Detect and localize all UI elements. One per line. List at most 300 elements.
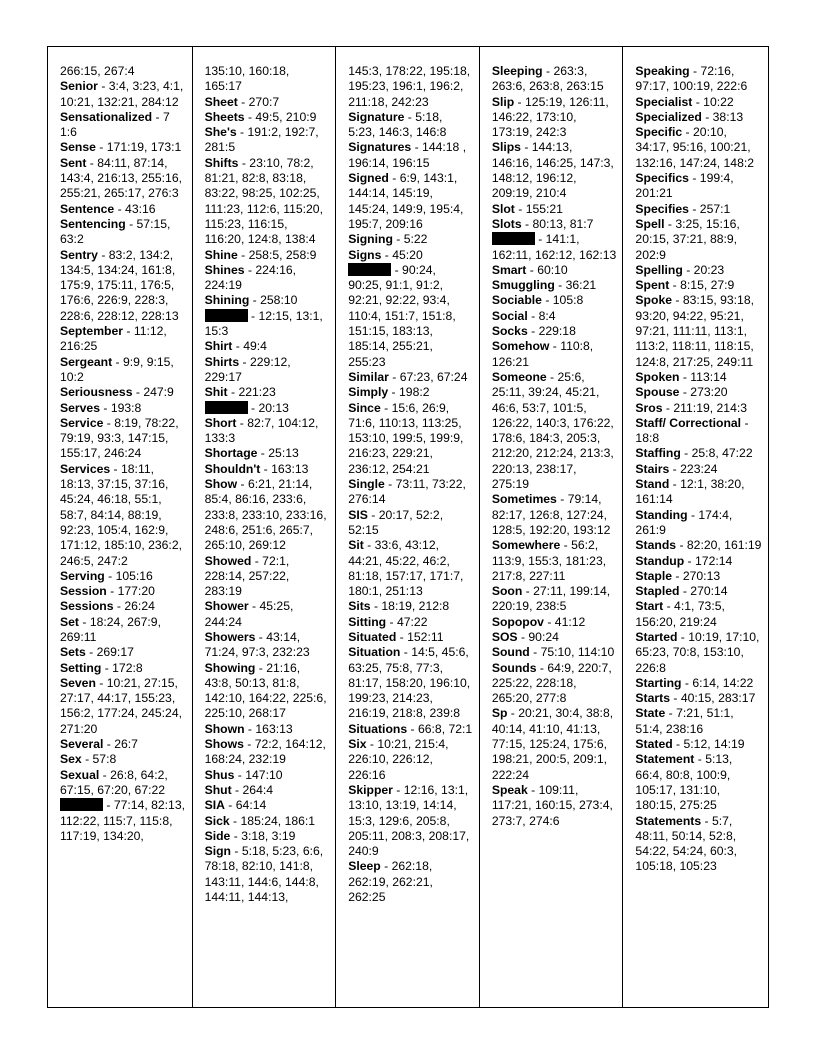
index-entry: Several - 26:7 [60, 737, 138, 752]
index-entry: Spell - 3:25, 15:16, 20:15, 37:21, 88:9, 202:9 [635, 216, 740, 262]
index-entry: Starting - 6:14, 14:22 [635, 675, 754, 690]
index-term: Specialized [635, 109, 702, 124]
index-entry: Shut - 264:4 [204, 782, 274, 797]
index-page-refs: 72:2, 164:12, 168:24, 232:19 [204, 737, 326, 767]
index-entry: Senior - 3:4, 3:23, 4:1, 10:21, 132:21, 284:12 [60, 79, 184, 109]
index-entry: Seven - 10:21, 27:15, 27:17, 44:17, 155:23, 156:2, 177:24, 245:24, 271:20 [60, 675, 182, 736]
index-term: Since [348, 400, 381, 415]
index-entry: - 90:24, 90:25, 91:1, 91:2, 92:21, 92:22, 93:4, 110:4, 151:7, 151:8, 151:15, 183:13, 185:14, 255:21, 255:23 [348, 262, 456, 369]
index-page-refs: 5:22 [403, 232, 428, 247]
index-term: Sleeping [491, 64, 543, 78]
index-term: Shine [204, 247, 238, 262]
index-term: Shus [204, 767, 235, 782]
index-entry: Services - 18:11, 18:13, 37:15, 37:16, 45:24, 46:18, 55:1, 58:7, 84:14, 88:19, 92:23, 105:4, 162:9, 171:12, 185:10, 236:2, 246:5, 247:2 [60, 461, 182, 568]
index-term: Sit [348, 538, 364, 553]
index-entry: Spelling - 20:23 [635, 262, 725, 277]
index-entry: Set - 18:24, 267:9, 269:11 [60, 614, 161, 644]
index-entry: Sessions - 26:24 [60, 599, 155, 614]
index-term: Situated [348, 629, 397, 644]
index-term: Statements [635, 813, 702, 828]
index-term: Sent [60, 155, 87, 170]
index-page-refs: 105:8 [552, 293, 584, 308]
index-term: Shouldn't [204, 461, 261, 476]
index-entry: Socks - 229:18 [491, 324, 576, 339]
index-page-refs: 75:10, 114:10 [540, 645, 615, 660]
index-page-refs: 36:21 [565, 278, 597, 293]
index-entry: Slip - 125:19, 126:11, 146:22, 173:10, 173:19, 242:3 [491, 94, 609, 140]
index-page-refs: 26:8, 64:2, 67:15, 67:20, 67:22 [60, 767, 168, 797]
index-term: Setting [60, 660, 102, 675]
index-page-refs: 83:2, 134:2, 134:5, 134:24, 161:8, 175:9, 175:11, 176:5, 176:6, 226:9, 228:3, 228:6, 228:12, 228:13 [60, 247, 179, 323]
index-page-refs: 105:16 [115, 568, 153, 583]
index-page-refs: 90:24 [528, 629, 559, 644]
index-page-refs: 270:13 [682, 568, 721, 583]
index-table [47, 46, 769, 1008]
index-page-refs: 135:10, 160:18, 165:17 [204, 64, 290, 94]
index-page-refs: 12:16, 13:1, 13:10, 13:19, 14:14, 15:3, 129:6, 205:8, 205:11, 208:3, 208:17, 240:9 [348, 782, 470, 859]
index-page-refs: 77:14, 82:13, 112:22, 115:7, 115:8, 117:19, 134:20, [60, 798, 185, 843]
index-page-refs: 177:20 [117, 584, 155, 599]
index-entry: Shines - 224:16, 224:19 [204, 262, 297, 293]
index-term: Skipper [348, 782, 393, 797]
index-term: Spent [635, 278, 670, 293]
index-entry: Sounds - 64:9, 220:7, 225:22, 228:18, 265:20, 277:8 [491, 660, 612, 706]
index-entry: Spouse - 273:20 [635, 385, 728, 400]
index-page-refs: 49:4 [243, 339, 267, 354]
index-entry: Shirt - 49:4 [204, 339, 267, 354]
index-page-refs: 47:22 [396, 614, 428, 629]
index-term: Signs [348, 247, 382, 262]
index-term: Shining [204, 293, 250, 308]
index-page-refs: 20:21, 30:4, 38:8, 40:14, 41:10, 41:13, 77:15, 125:24, 175:6, 198:21, 200:5, 209:1, 222:24 [491, 706, 614, 782]
index-entry: Slips - 144:13, 146:16, 146:25, 147:3, 148:12, 196:12, 209:19, 210:4 [491, 140, 614, 201]
index-term: Start [635, 599, 664, 614]
index-term: Started [635, 629, 678, 644]
index-page-refs: 49:5, 210:9 [255, 109, 317, 124]
index-term: Staffing [635, 446, 681, 461]
index-entry: Showed - 72:1, 228:14, 257:22, 283:19 [204, 553, 290, 599]
index-page-refs: 258:10 [260, 293, 298, 308]
index-entry: Similar - 67:23, 67:24 [348, 369, 468, 384]
index-column-2 [193, 47, 337, 1007]
index-term: Similar [348, 369, 389, 384]
index-page-refs: 79:14, 82:17, 126:8, 127:24, 128:5, 192:20, 193:12 [491, 492, 611, 537]
index-term: Sentry [60, 247, 98, 262]
index-page-refs: 56:2, 113:9, 155:3, 181:23, 217:8, 227:11 [491, 538, 607, 583]
index-entry: Situation - 14:5, 45:6, 63:25, 75:8, 77:3, 81:17, 158:20, 196:10, 199:23, 214:23, 216:19, 218:8, 239:8 [348, 645, 471, 721]
index-entry: Statements - 5:7, 48:11, 50:14, 52:8, 54:22, 54:24, 60:3, 105:18, 105:23 [635, 813, 738, 874]
index-page-refs: 5:12, 14:19 [683, 737, 745, 752]
index-page-refs: 266:15, 267:4 [60, 64, 135, 78]
index-term: Sound [491, 645, 530, 660]
index-term: September [60, 324, 123, 339]
index-page-refs: 10:19, 17:10, 65:23, 70:8, 153:10, 226:8 [635, 629, 760, 675]
index-term: Starting [635, 675, 682, 690]
index-entry: - 77:14, 82:13, 112:22, 115:7, 115:8, 117:19, 134:20, [60, 798, 185, 843]
index-entry: Setting - 172:8 [60, 660, 143, 675]
index-term: Sros [635, 400, 663, 415]
index-entry: Shown - 163:13 [204, 721, 293, 736]
index-page-refs: 18:24, 267:9, 269:11 [60, 614, 161, 644]
index-entry: SIS - 20:17, 52:2, 52:15 [348, 507, 444, 537]
index-term: Standing [635, 507, 688, 522]
index-page-refs: 193:8 [110, 400, 142, 415]
index-page-refs: 45:20 [392, 247, 423, 262]
index-entry: Serves - 193:8 [60, 400, 142, 415]
index-term: Signature [348, 109, 405, 124]
index-page-refs: 155:21 [525, 201, 563, 216]
index-page-refs: 6:9, 143:1, 144:14, 145:19, 145:24, 149:9, 195:4, 195:7, 209:16 [348, 171, 464, 231]
index-page-refs: 33:6, 43:12, 44:21, 45:22, 46:2, 81:18, 157:17, 171:7, 180:1, 251:13 [348, 538, 464, 599]
index-term: SIS [348, 507, 368, 522]
index-entry: Sound - 75:10, 114:10 [491, 645, 615, 660]
index-term: Several [60, 737, 104, 752]
index-page-refs: 174:4, 261:9 [635, 507, 733, 537]
index-page-refs: 43:16 [125, 201, 156, 216]
index-entry: Stapled - 270:14 [635, 584, 728, 599]
index-page-refs: 14:5, 45:6, 63:25, 75:8, 77:3, 81:17, 158:20, 196:10, 199:23, 214:23, 216:19, 218:8, 239:8 [348, 645, 471, 721]
index-entry: Sentry - 83:2, 134:2, 134:5, 134:24, 161:8, 175:9, 175:11, 176:5, 176:6, 226:9, 228:3, 228:6, 228:12, 228:13 [60, 247, 179, 323]
index-term: Showers [204, 629, 256, 644]
index-entry: Signature - 5:18, 5:23, 146:3, 146:8 [348, 109, 447, 140]
index-entry: Specifies - 257:1 [635, 201, 731, 216]
index-term: Showing [204, 660, 256, 675]
index-entry: Shower - 45:25, 244:24 [204, 599, 294, 629]
index-entry: Specialized - 38:13 [635, 109, 744, 124]
index-page-refs: 141:1, 162:11, 162:12, 162:13 [491, 232, 617, 262]
index-page-refs: 20:10, 34:17, 95:16, 100:21, 132:16, 147:24, 148:2 [635, 125, 755, 170]
index-entry: Situated - 152:11 [348, 629, 444, 644]
index-page-refs: 83:15, 93:18, 93:20, 94:22, 95:21, 97:21, 111:11, 113:1, 113:2, 118:11, 118:15, 124:8, 217:25, 249:11 [635, 293, 754, 369]
index-term: Shut [204, 782, 232, 797]
index-entry: Somehow - 110:8, 126:21 [491, 339, 594, 369]
index-page-refs: 264:4 [242, 782, 274, 797]
index-term: Speaking [635, 64, 690, 78]
index-term: Slip [491, 94, 515, 109]
index-page-refs: 12:1, 38:20, 161:14 [635, 477, 745, 507]
redaction-block [205, 309, 248, 322]
index-entry: Sit - 33:6, 43:12, 44:21, 45:22, 46:2, 81:18, 157:17, 171:7, 180:1, 251:13 [348, 538, 464, 599]
index-term: Sometimes [491, 492, 557, 507]
index-entry: Shortage - 25:13 [204, 446, 299, 461]
index-page-refs: 7:21, 51:1, 51:4, 238:16 [635, 706, 734, 736]
index-term: Sitting [348, 614, 387, 629]
index-term: Short [204, 415, 237, 430]
index-entry: Somewhere - 56:2, 113:9, 155:3, 181:23, 217:8, 227:11 [491, 538, 607, 583]
index-term: Shows [204, 737, 244, 752]
index-page-refs: 144:13, 146:16, 146:25, 147:3, 148:12, 196:12, 209:19, 210:4 [491, 140, 614, 201]
index-page-refs: 172:14 [695, 553, 733, 568]
index-entry: Signatures - 144:18 , 196:14, 196:15 [348, 140, 467, 170]
index-page-refs: 4:1, 73:5, 156:20, 219:24 [635, 599, 725, 629]
index-entry: Single - 73:11, 73:22, 276:14 [348, 477, 466, 507]
index-term: Show [204, 477, 238, 492]
index-entry: September - 11:12, 216:25 [60, 324, 167, 354]
index-entry: Smuggling - 36:21 [491, 278, 597, 293]
index-term: Spelling [635, 262, 683, 277]
index-page-refs: 110:8, 126:21 [491, 339, 594, 369]
index-page-refs: 90:24, 90:25, 91:1, 91:2, 92:21, 92:22, 93:4, 110:4, 151:7, 151:8, 151:15, 183:13, 185:14, 255:21, 255:23 [348, 262, 456, 369]
index-entry: Soon - 27:11, 199:14, 220:19, 238:5 [491, 584, 611, 614]
index-term: Serves [60, 400, 100, 415]
index-entry: Specialist - 10:22 [635, 94, 734, 109]
index-page-refs: 229:18 [538, 324, 576, 339]
index-entry: - 20:13 [205, 401, 330, 416]
index-entry [205, 64, 330, 95]
index-page-refs: 82:7, 104:12, 133:3 [204, 415, 319, 446]
index-page-refs: 60:10 [537, 262, 568, 277]
index-page-refs: 57:15, 63:2 [60, 216, 171, 247]
index-page-refs: 45:25, 244:24 [204, 599, 294, 629]
redaction-block [205, 401, 248, 414]
index-column-1 [48, 47, 193, 1007]
index-page-refs: 11:12, 216:25 [60, 324, 167, 354]
index-entry: Six - 10:21, 215:4, 226:10, 226:12, 226:16 [348, 737, 449, 782]
index-entry: Signed - 6:9, 143:1, 144:14, 145:19, 145:24, 149:9, 195:4, 195:7, 209:16 [348, 171, 464, 231]
index-term: Sets [60, 645, 86, 660]
index-entry: Sp - 20:21, 30:4, 38:8, 40:14, 41:10, 41:13, 77:15, 125:24, 175:6, 198:21, 200:5, 209:1, 222:24 [491, 706, 614, 782]
index-entry: Session - 177:20 [60, 584, 155, 599]
index-page-refs: 273:20 [690, 385, 728, 400]
index-entry: Stand - 12:1, 38:20, 161:14 [635, 477, 745, 507]
index-term: Speak [491, 782, 528, 797]
index-entry: Sign - 5:18, 5:23, 6:6, 78:18, 82:10, 141:8, 143:11, 144:6, 144:8, 144:11, 144:13, [204, 844, 324, 905]
index-page-refs: 40:15, 283:17 [680, 691, 756, 706]
index-entry: Showers - 43:14, 71:24, 97:3, 232:23 [204, 629, 310, 660]
index-entry: Spoke - 83:15, 93:18, 93:20, 94:22, 95:21, 97:21, 111:11, 113:1, 113:2, 118:11, 118:15, 124:8, 217:25, 249:11 [635, 293, 754, 369]
index-entry: Show - 6:21, 21:14, 85:4, 86:16, 233:6, 233:8, 233:10, 233:16, 248:6, 251:6, 265:7, 265:10, 269:12 [204, 477, 327, 553]
index-term: Sounds [491, 660, 537, 675]
index-term: Stated [635, 737, 673, 752]
index-term: Six [348, 737, 367, 752]
index-term: Somehow [491, 339, 550, 354]
index-term: Stairs [635, 461, 670, 476]
index-page-refs: 5:18, 5:23, 6:6, 78:18, 82:10, 141:8, 143:11, 144:6, 144:8, 144:11, 144:13, [204, 844, 324, 905]
index-page-refs: 21:16, 43:8, 50:13, 81:8, 142:10, 164:22, 225:6, 225:10, 268:17 [204, 660, 327, 721]
index-page-refs: 229:12, 229:17 [204, 354, 291, 384]
index-page-refs: 5:13, 66:4, 80:8, 100:9, 105:17, 131:10, 180:15, 275:25 [635, 752, 733, 813]
index-page-refs: 258:5, 258:9 [248, 247, 317, 262]
index-page-refs: 82:20, 161:19 [686, 538, 762, 553]
index-entry: Sentencing - 57:15, 63:2 [60, 216, 171, 247]
index-entry: Serving - 105:16 [60, 568, 153, 583]
index-entry: She's - 191:2, 192:7, 281:5 [204, 125, 319, 155]
index-page-refs: 3:18, 3:19 [241, 828, 296, 843]
index-term: Shower [204, 599, 249, 614]
index-page-refs: 125:19, 126:11, 146:22, 173:10, 173:19, 242:3 [491, 94, 609, 140]
index-page-refs: 6:21, 21:14, 85:4, 86:16, 233:6, 233:8, 233:10, 233:16, 248:6, 251:6, 265:7, 265:10, 269:12 [204, 477, 327, 553]
index-entry: Showing - 21:16, 43:8, 50:13, 81:8, 142:10, 164:22, 225:6, 225:10, 268:17 [204, 660, 327, 721]
index-page-refs: 23:10, 78:2, 81:21, 82:8, 83:18, 83:22, 98:25, 102:25, 111:23, 112:6, 115:20, 115:23, 116:15, 116:20, 124:8, 138:4 [204, 155, 323, 247]
index-entry: Sits - 18:19, 212:8 [348, 599, 450, 614]
index-entry: Sexual - 26:8, 64:2, 67:15, 67:20, 67:22 [60, 767, 168, 797]
index-term: Sign [204, 844, 231, 859]
index-entry: Started - 10:19, 17:10, 65:23, 70:8, 153:10, 226:8 [635, 629, 760, 675]
index-page-refs: 270:7 [248, 94, 280, 109]
index-term: Sexual [60, 767, 100, 782]
index-term: Shirts [204, 354, 240, 369]
index-page-refs: 185:24, 186:1 [240, 813, 316, 828]
index-term: Social [491, 308, 528, 323]
index-entry: Signing - 5:22 [348, 232, 428, 247]
index-entry: Stairs - 223:24 [635, 461, 718, 476]
index-term: Shown [204, 721, 245, 736]
index-term: SOS [491, 629, 518, 644]
index-entry: Staff/ Correctional - 18:8 [635, 415, 749, 446]
index-entry: Shirts - 229:12, 229:17 [204, 354, 291, 384]
index-entry: Specifics - 199:4, 201:21 [635, 171, 734, 201]
index-entry: - 141:1, 162:11, 162:12, 162:13 [491, 232, 617, 262]
index-entry: Shine - 258:5, 258:9 [204, 247, 317, 262]
index-page-refs: 64:9, 220:7, 225:22, 228:18, 265:20, 277:8 [491, 660, 612, 706]
index-page-refs: 25:13 [268, 446, 299, 461]
index-term: Spoke [635, 293, 672, 308]
index-entry: Spoken - 113:14 [635, 369, 727, 384]
index-entry: Stands - 82:20, 161:19 [635, 538, 762, 553]
index-term: Specifies [635, 201, 689, 216]
index-term: She's [204, 125, 237, 140]
index-term: Simply [348, 385, 389, 400]
index-entry: Sleep - 262:18, 262:19, 262:21, 262:25 [348, 859, 433, 905]
index-entry [60, 64, 186, 79]
index-page-refs: 257:1 [699, 201, 731, 216]
index-entry: Standing - 174:4, 261:9 [635, 507, 733, 537]
index-page-refs: 25:6, 25:11, 39:24, 45:21, 46:6, 53:7, 101:5, 126:22, 140:3, 176:22, 178:6, 184:3, 205:3, 212:20, 212:24, 213:3, 220:13, 238:17, 275:19 [491, 369, 614, 492]
index-page-refs: 191:2, 192:7, 281:5 [204, 125, 319, 155]
index-page-refs: 18:8 [635, 431, 660, 446]
index-term: Specific [635, 125, 683, 140]
index-page-refs: 26:7 [114, 737, 138, 752]
index-term: Slots [491, 216, 522, 231]
index-entry: Someone - 25:6, 25:11, 39:24, 45:21, 46:6, 53:7, 101:5, 126:22, 140:3, 176:22, 178:6, 184:3, 205:3, 212:20, 212:24, 213:3, 220:13, 238:17, 275:19 [491, 369, 614, 492]
index-entry: - 12:15, 13:1, 15:3 [204, 308, 323, 339]
index-entry: Staffing - 25:8, 47:22 [635, 446, 753, 461]
index-page-refs: 26:24 [124, 599, 155, 614]
index-page-refs: 270:14 [690, 584, 728, 599]
index-entry: Side - 3:18, 3:19 [204, 828, 296, 843]
index-term: Stand [635, 477, 670, 492]
index-entry: Sergeant - 9:9, 9:15, 10:2 [60, 354, 174, 384]
index-entry: Starts - 40:15, 283:17 [635, 691, 756, 706]
index-term: Sentencing [60, 216, 126, 231]
index-term: Stands [635, 538, 677, 553]
index-term: Socks [491, 324, 528, 339]
index-term: Shortage [204, 446, 258, 461]
index-page-refs: 6:14, 14:22 [692, 675, 754, 690]
index-term: Shirt [204, 339, 233, 354]
index-term: Services [60, 461, 111, 476]
index-page-refs: 113:14 [690, 369, 727, 384]
index-entry: Specific - 20:10, 34:17, 95:16, 100:21, 132:16, 147:24, 148:2 [635, 125, 755, 170]
index-term: Session [60, 584, 107, 599]
index-entry: Shus - 147:10 [204, 767, 283, 782]
index-entry [348, 64, 473, 110]
index-term: Stapled [635, 584, 680, 599]
index-page-refs: 84:11, 87:14, 143:4, 216:13, 255:16, 255:21, 265:17, 276:3 [60, 155, 182, 201]
index-entry: Sheet - 270:7 [204, 94, 280, 109]
index-entry: Skipper - 12:16, 13:1, 13:10, 13:19, 14:14, 15:3, 129:6, 205:8, 205:11, 208:3, 208:17, 240:9 [348, 782, 470, 859]
index-page-refs: 25:8, 47:22 [691, 446, 753, 461]
index-entry: Shining - 258:10 [204, 293, 298, 308]
index-page-refs: 20:23 [693, 262, 725, 277]
index-entry: Speak - 109:11, 117:21, 160:15, 273:4, 273:7, 274:6 [491, 782, 613, 828]
index-term: Smuggling [491, 278, 555, 293]
index-term: Statement [635, 752, 695, 767]
index-page-refs: 5:7, 48:11, 50:14, 52:8, 54:22, 54:24, 60:3, 105:18, 105:23 [635, 813, 738, 874]
index-entry: Sleeping - 263:3, 263:6, 263:8, 263:15 [491, 64, 604, 94]
index-term: Staff/ Correctional [635, 415, 742, 430]
index-entry: Smart - 60:10 [491, 262, 568, 277]
index-term: Situations [348, 721, 408, 736]
index-entry: Slot - 155:21 [491, 201, 563, 216]
index-term: Someone [491, 369, 547, 384]
index-page-refs: 10:21, 215:4, 226:10, 226:12, 226:16 [348, 737, 449, 782]
index-entry: Sick - 185:24, 186:1 [204, 813, 316, 828]
index-entry: Shows - 72:2, 164:12, 168:24, 232:19 [204, 737, 326, 767]
index-entry: Situations - 66:8, 72:1 [348, 721, 473, 736]
index-page-refs: 3:25, 15:16, 20:15, 37:21, 88:9, 202:9 [635, 216, 740, 262]
index-column-5 [623, 47, 768, 1007]
index-term: Single [348, 477, 385, 492]
index-column-4 [480, 47, 624, 1007]
index-term: Sp [491, 706, 508, 721]
index-term: Seriousness [60, 385, 133, 400]
index-term: Soon [491, 584, 523, 599]
index-page-refs: 171:19, 173:1 [106, 140, 182, 155]
index-term: Side [204, 828, 231, 843]
index-term: Staple [635, 568, 672, 583]
index-page-refs: 172:8 [112, 660, 143, 675]
index-entry: Sense - 171:19, 173:1 [60, 140, 182, 155]
index-entry: Sheets - 49:5, 210:9 [204, 109, 317, 124]
index-page-refs: 57:8 [92, 752, 117, 767]
index-page-refs: 10:21, 27:15, 27:17, 44:17, 155:23, 156:2, 177:24, 245:24, 271:20 [60, 675, 182, 736]
index-entry: State - 7:21, 51:1, 51:4, 238:16 [635, 706, 734, 736]
index-term: Sleep [348, 859, 381, 874]
index-page-refs: 66:8, 72:1 [417, 721, 473, 736]
index-term: Sessions [60, 599, 114, 614]
index-term: Slips [491, 140, 521, 155]
index-term: Shifts [204, 155, 239, 170]
index-entry: Standup - 172:14 [635, 553, 733, 568]
index-page-refs: 43:14, 71:24, 97:3, 232:23 [204, 629, 310, 660]
index-page-refs: 15:6, 26:9, 71:6, 110:13, 113:25, 153:10, 199:5, 199:9, 216:23, 229:21, 236:12, 254:21 [348, 400, 464, 476]
index-page-refs: 8:15, 27:9 [680, 278, 735, 293]
index-column-3 [336, 47, 480, 1007]
index-term: Signatures [348, 140, 412, 155]
redaction-block [60, 798, 103, 811]
index-entry: Seriousness - 247:9 [60, 385, 174, 400]
index-entry: Sros - 211:19, 214:3 [635, 400, 748, 415]
index-term: Sits [348, 599, 371, 614]
index-entry: Sitting - 47:22 [348, 614, 428, 629]
index-term: Situation [348, 645, 401, 660]
index-page-refs: 262:18, 262:19, 262:21, 262:25 [348, 859, 433, 905]
index-page-refs: 221:23 [238, 385, 276, 400]
index-term: Service [60, 415, 104, 430]
index-entry: Social - 8:4 [491, 308, 556, 323]
index-entry: Shouldn't - 163:13 [204, 461, 309, 476]
index-entry: Sensationalized - 7 1:6 [60, 109, 170, 140]
index-term: Sopopov [491, 614, 544, 629]
index-page-refs: 211:19, 214:3 [673, 400, 748, 415]
index-page-refs: 224:16, 224:19 [204, 262, 297, 293]
index-term: Sheets [204, 109, 245, 124]
index-page-refs: 145:3, 178:22, 195:18, 195:23, 196:1, 196:2, 211:18, 242:23 [348, 64, 471, 109]
index-entry: Signs - 45:20 [348, 247, 423, 262]
index-page-refs: 147:10 [245, 767, 283, 782]
index-entry: Staple - 270:13 [635, 568, 721, 583]
